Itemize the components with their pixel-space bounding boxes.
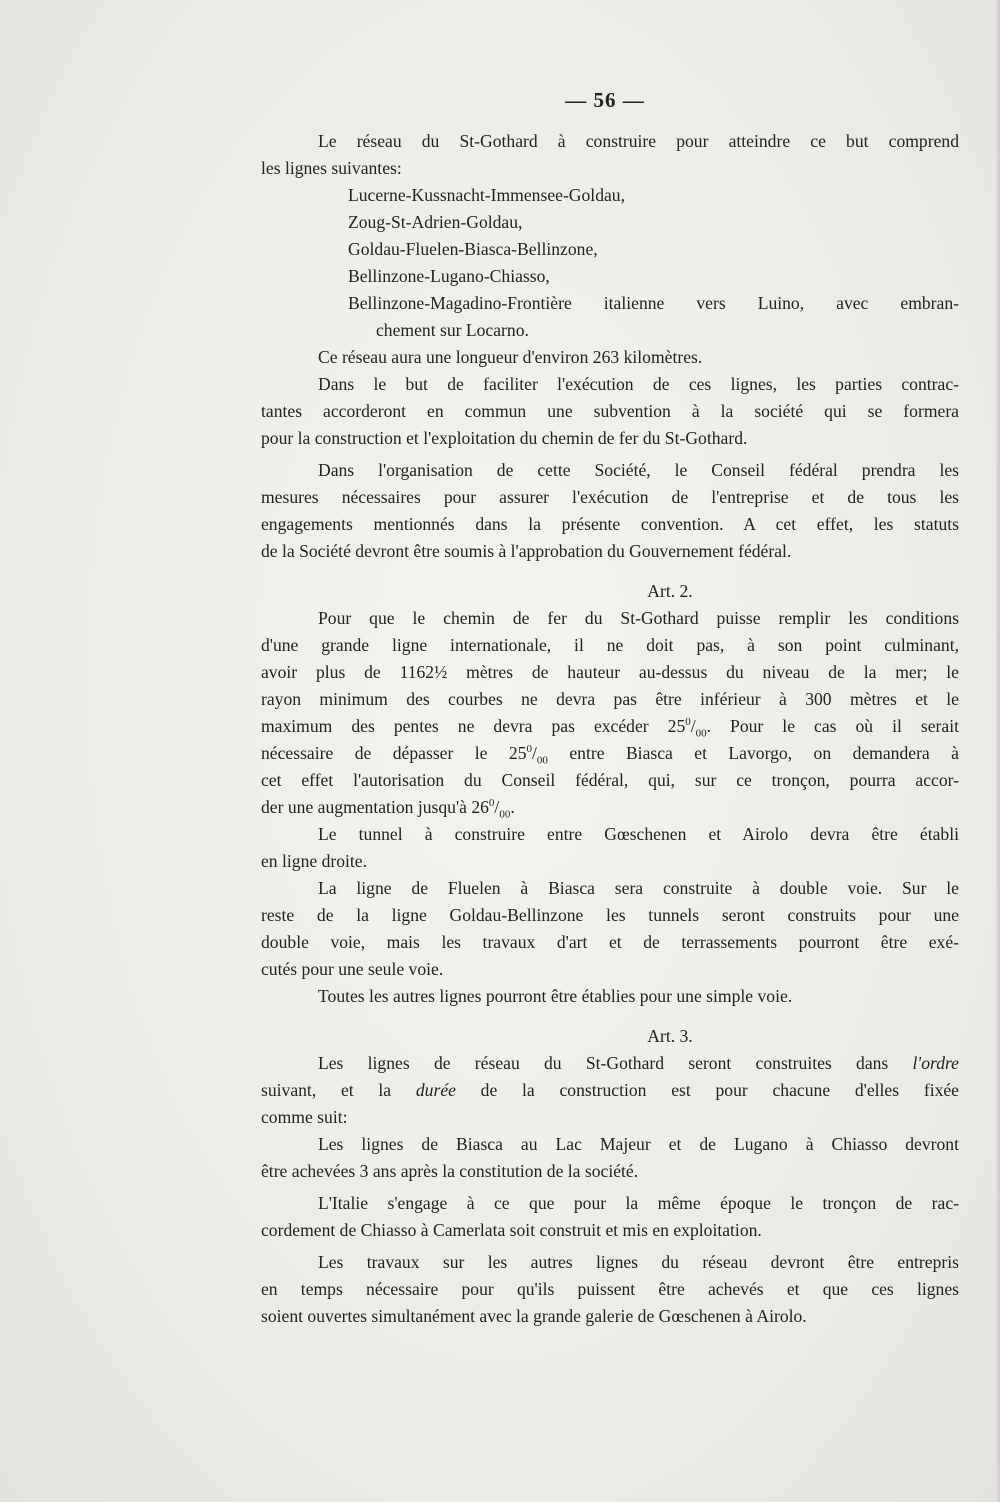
text-line: mesures nécessaires pour assurer l'exécution de l'entreprise et de tous les [261, 487, 959, 507]
text-line: en ligne droite. [261, 851, 368, 871]
text-line: cordement de Chiasso à Camerlata soit construit et mis en exploitation. [261, 1220, 762, 1240]
text-line: de la Société devront être soumis à l'approbation du Gouvernement fédéral. [261, 541, 792, 561]
text-line: les lignes suivantes: [261, 158, 402, 178]
text-line: avoir plus de 1162½ mètres de hauteur au-dessus du niveau de la mer; le [261, 662, 959, 682]
text-line: Toutes les autres lignes pourront être établies pour une simple voie. [318, 986, 793, 1006]
text-line: tantes accorderont en commun une subvention à la société qui se formera [261, 401, 959, 421]
text-line: pour la construction et l'exploitation du chemin de fer du St-Gothard. [261, 428, 748, 448]
text-line: d'une grande ligne internationale, il ne doit pas, à son point culminant, [261, 635, 959, 655]
text-line: Ce réseau aura une longueur d'environ 263 kilomètres. [318, 347, 703, 367]
text-line: Les lignes de réseau du St-Gothard seront construites dans l'ordre [318, 1053, 959, 1073]
document-body [261, 128, 959, 1330]
list-item: Goldau-Fluelen-Biasca-Bellinzone, [348, 239, 598, 259]
page-edge [996, 0, 1000, 1502]
page-number: — 56 — [565, 88, 645, 112]
list-item: chement sur Locarno. [376, 320, 529, 340]
list-item: Zoug-St-Adrien-Goldau, [348, 212, 523, 232]
text-line: comme suit: [261, 1107, 348, 1127]
text-line: nécessaire de dépasser le $25^0/_{00}$ entre Biasca et Lavorgo, on demandera à [261, 743, 959, 767]
article-heading: Art. 2. [647, 581, 693, 601]
text-line: cutés pour une seule voie. [261, 959, 444, 979]
text-line: maximum des pentes ne devra pas excéder $25^0/_{00}$. Pour le cas où il serait [261, 716, 959, 740]
text-line: Dans le but de faciliter l'exécution de ces lignes, les parties contrac- [318, 374, 959, 394]
list-item: Bellinzone-Lugano-Chiasso, [348, 266, 550, 286]
text-line: rayon minimum des courbes ne devra pas être inférieur à 300 mètres et le [261, 689, 959, 709]
text-line: La ligne de Fluelen à Biasca sera construite à double voie. Sur le [318, 878, 959, 898]
text-line: suivant, et la durée de la construction est pour chacune d'elles fixée [261, 1080, 959, 1100]
text-line: cet effet l'autorisation du Conseil fédéral, qui, sur ce tronçon, pourra accor- [261, 770, 959, 790]
text-line: double voie, mais les travaux d'art et de terrassements pourront être exé- [261, 932, 959, 952]
text-line: Les travaux sur les autres lignes du réseau devront être entrepris [318, 1252, 959, 1272]
text-line: der une augmentation jusqu'à $26^0/_{00}$. [261, 797, 515, 821]
text-line: L'Italie s'engage à ce que pour la même époque le tronçon de rac- [318, 1193, 959, 1213]
text-line: Les lignes de Biasca au Lac Majeur et de Lugano à Chiasso devront [318, 1134, 959, 1154]
text-line: Le tunnel à construire entre Gœschenen et Airolo devra être établi [318, 824, 959, 844]
lines-list [261, 182, 959, 344]
text-line: en temps nécessaire pour qu'ils puissent être achevés et que ces lignes [261, 1279, 959, 1299]
text-line: Pour que le chemin de fer du St-Gothard puisse remplir les conditions [318, 608, 959, 628]
text-line: engagements mentionnés dans la présente convention. A cet effet, les statuts [261, 514, 959, 534]
list-item: Bellinzone-Magadino-Frontière italienne vers Luino, avec embran- [348, 293, 959, 313]
list-item: Lucerne-Kussnacht-Immensee-Goldau, [348, 185, 625, 205]
text-line: Le réseau du St-Gothard à construire pour atteindre ce but comprend [318, 131, 959, 151]
article-heading: Art. 3. [647, 1026, 693, 1046]
text-line: être achevées 3 ans après la constitution de la société. [261, 1161, 639, 1181]
text-line: Dans l'organisation de cette Société, le Conseil fédéral prendra les [318, 460, 959, 480]
text-line: soient ouvertes simultanément avec la grande galerie de Gœschenen à Airolo. [261, 1306, 807, 1326]
text-line: reste de la ligne Goldau-Bellinzone les tunnels seront construits pour une [261, 905, 959, 925]
